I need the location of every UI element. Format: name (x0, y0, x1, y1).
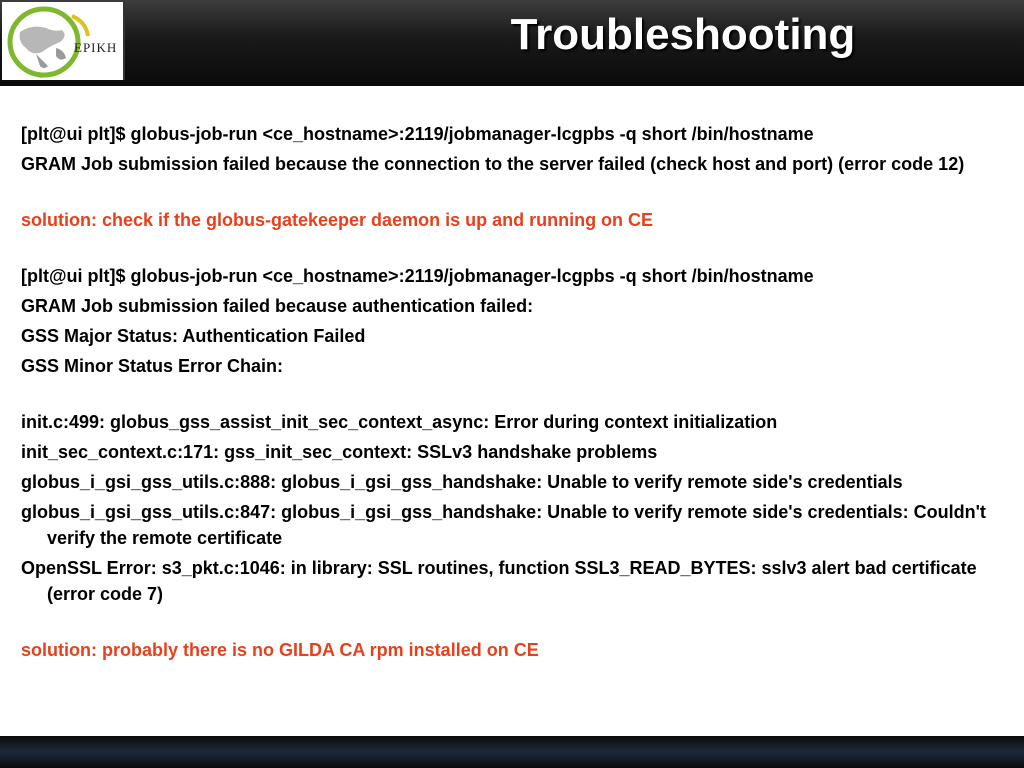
text-line: GSS Minor Status Error Chain: (21, 356, 284, 376)
text-line: init.c:499: globus_gss_assist_init_sec_context_async: Error during context initialization (21, 412, 778, 432)
text-line: [plt@ui plt]$ globus-job-run <ce_hostname>:2119/jobmanager-lcgpbs -q short /bin/hostname (21, 124, 814, 144)
text-line: globus_i_gsi_gss_utils.c:847: globus_i_gsi_gss_handshake: Unable to verify remote side's credentials: Couldn't verify the remote certificate (21, 502, 986, 548)
text-line: GSS Major Status: Authentication Failed (21, 326, 366, 346)
text-line: GRAM Job submission failed because authentication failed: (21, 296, 534, 316)
text-line: OpenSSL Error: s3_pkt.c:1046: in library: SSL routines, function SSL3_READ_BYTES: sslv3 alert bad certificate (error code 7) (21, 558, 977, 604)
solution-text: solution: check if the globus-gatekeeper daemon is up and running on CE (21, 210, 654, 230)
text-line: [plt@ui plt]$ globus-job-run <ce_hostname>:2119/jobmanager-lcgpbs -q short /bin/hostname (21, 266, 814, 286)
slide-content (21, 121, 1006, 667)
solution-text: solution: probably there is no GILDA CA rpm installed on CE (21, 640, 539, 660)
page-title: Troubleshooting (510, 10, 856, 59)
text-line: globus_i_gsi_gss_utils.c:888: globus_i_gsi_gss_handshake: Unable to verify remote side's credentials (21, 472, 903, 492)
footer-bar (0, 736, 1024, 768)
text-line: GRAM Job submission failed because the connection to the server failed (check host and port) (error code 12) (21, 154, 965, 174)
header-bar (0, 0, 1024, 86)
logo-text: EPIKH (74, 40, 118, 55)
text-line: init_sec_context.c:171: gss_init_sec_context: SSLv3 handshake problems (21, 442, 658, 462)
epikh-logo (2, 2, 125, 80)
